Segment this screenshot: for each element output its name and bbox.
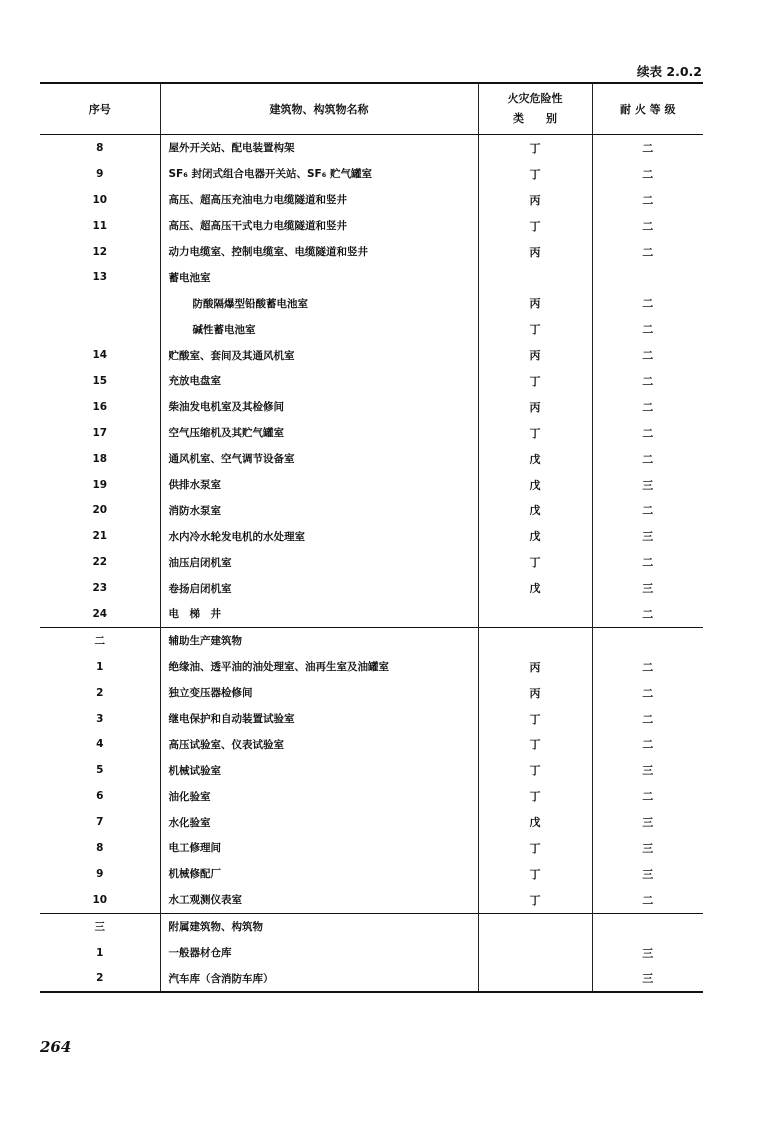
row-name: 油化验室 [160, 783, 478, 809]
header-fire-category-line2: 类 别 [513, 112, 557, 125]
row-fire-category: 丁 [478, 731, 592, 757]
row-name: 蓄电池室 [160, 264, 478, 290]
row-fire-category: 丁 [478, 835, 592, 861]
row-name: 一般器材仓库 [160, 940, 478, 966]
table-row [40, 497, 703, 523]
row-fire-grade: 三 [592, 809, 703, 835]
row-number: 4 [96, 738, 104, 751]
table-row [40, 135, 703, 161]
row-number: 14 [92, 349, 108, 362]
row-fire-category: 丁 [478, 887, 592, 913]
table-row [40, 940, 703, 966]
row-fire-grade [592, 913, 703, 939]
row-fire-category [478, 627, 592, 653]
row-number: 16 [92, 400, 108, 413]
table-row [40, 601, 703, 627]
row-number: 9 [96, 867, 104, 880]
table-row [40, 861, 703, 887]
table-row [40, 549, 703, 575]
row-fire-grade: 二 [592, 654, 703, 680]
row-name: 动力电缆室、控制电缆室、电缆隧道和竖井 [160, 239, 478, 265]
row-name: 附属建筑物、构筑物 [160, 913, 478, 939]
table-row [40, 627, 703, 653]
table-row [40, 161, 703, 187]
row-fire-grade: 三 [592, 523, 703, 549]
row-fire-grade: 二 [592, 187, 703, 213]
row-fire-category: 丁 [478, 549, 592, 575]
row-name: 水内冷水轮发电机的水处理室 [160, 523, 478, 549]
table-row [40, 472, 703, 498]
table-row [40, 966, 703, 993]
header-fire-category [478, 83, 592, 135]
row-fire-category: 丙 [478, 654, 592, 680]
row-name: 柴油发电机室及其检修间 [160, 394, 478, 420]
row-number: 15 [92, 374, 108, 387]
table-header-row [40, 83, 703, 135]
row-name: 供排水泵室 [160, 472, 478, 498]
row-number: 7 [96, 816, 104, 829]
row-fire-grade: 二 [592, 680, 703, 706]
row-fire-grade: 二 [592, 706, 703, 732]
table-row [40, 316, 703, 342]
row-fire-category: 丁 [478, 706, 592, 732]
row-fire-category: 戊 [478, 446, 592, 472]
table-row [40, 913, 703, 939]
table-row [40, 757, 703, 783]
row-fire-category: 丁 [478, 861, 592, 887]
row-name: SF₆ 封闭式组合电器开关站、SF₆ 贮气罐室 [160, 161, 478, 187]
row-fire-grade: 二 [592, 731, 703, 757]
row-name: 继电保护和自动装置试验室 [160, 706, 478, 732]
header-name: 建筑物、构筑物名称 [160, 83, 478, 135]
row-number: 3 [96, 712, 104, 725]
row-number: 17 [92, 426, 108, 439]
row-fire-category [478, 966, 592, 993]
row-fire-grade [592, 627, 703, 653]
table-row [40, 368, 703, 394]
table-row [40, 731, 703, 757]
row-fire-grade: 三 [592, 835, 703, 861]
row-number: 6 [96, 790, 104, 803]
table-row [40, 446, 703, 472]
row-fire-category: 丙 [478, 290, 592, 316]
row-fire-grade: 三 [592, 472, 703, 498]
row-number: 5 [96, 764, 104, 777]
row-fire-category: 丙 [478, 394, 592, 420]
row-fire-grade: 二 [592, 368, 703, 394]
table-body [40, 135, 703, 993]
row-name: 电 梯 井 [160, 601, 478, 627]
row-number: 22 [92, 556, 108, 569]
row-fire-grade: 二 [592, 601, 703, 627]
row-fire-grade: 二 [592, 161, 703, 187]
row-fire-grade: 二 [592, 316, 703, 342]
row-fire-grade [592, 264, 703, 290]
row-number: 8 [96, 141, 104, 154]
row-fire-grade: 三 [592, 966, 703, 993]
fire-rating-table [40, 82, 703, 993]
row-number [40, 290, 160, 316]
row-fire-category: 戊 [478, 497, 592, 523]
row-number: 18 [92, 452, 108, 465]
table-row [40, 575, 703, 601]
row-fire-grade: 二 [592, 290, 703, 316]
row-number: 三 [40, 913, 160, 939]
row-name: 油压启闭机室 [160, 549, 478, 575]
table-row [40, 342, 703, 368]
table-row [40, 264, 703, 290]
row-name: 通风机室、空气调节设备室 [160, 446, 478, 472]
row-number: 24 [92, 607, 108, 620]
row-fire-grade: 二 [592, 887, 703, 913]
table-row [40, 809, 703, 835]
row-name: 汽车库（含消防车库） [160, 966, 478, 993]
table-row [40, 420, 703, 446]
table-row [40, 654, 703, 680]
row-name: 独立变压器检修间 [160, 680, 478, 706]
table-row [40, 213, 703, 239]
row-fire-category [478, 264, 592, 290]
row-name: 卷扬启闭机室 [160, 575, 478, 601]
row-name: 充放电盘室 [160, 368, 478, 394]
row-fire-grade: 二 [592, 213, 703, 239]
table-row [40, 239, 703, 265]
row-number: 二 [40, 627, 160, 653]
row-number: 1 [96, 946, 104, 959]
row-fire-category [478, 601, 592, 627]
table-row [40, 523, 703, 549]
row-number: 12 [92, 245, 108, 258]
row-fire-grade: 二 [592, 549, 703, 575]
row-fire-grade: 二 [592, 239, 703, 265]
row-number: 20 [92, 504, 108, 517]
row-fire-category: 丁 [478, 161, 592, 187]
row-fire-category: 丁 [478, 316, 592, 342]
row-name: 绝缘油、透平油的油处理室、油再生室及油罐室 [160, 654, 478, 680]
row-number: 19 [92, 478, 108, 491]
row-name: 消防水泵室 [160, 497, 478, 523]
row-name: 屋外开关站、配电装置构架 [160, 135, 478, 161]
row-fire-grade: 三 [592, 861, 703, 887]
row-fire-category: 丙 [478, 680, 592, 706]
page-number: 264 [40, 1038, 72, 1056]
row-number: 10 [92, 893, 108, 906]
row-fire-grade: 二 [592, 135, 703, 161]
header-no: 序号 [40, 83, 160, 135]
row-number: 9 [96, 167, 104, 180]
row-fire-grade: 三 [592, 757, 703, 783]
table-row [40, 835, 703, 861]
row-fire-category [478, 913, 592, 939]
header-fire-category-line1: 火灾危险性 [507, 92, 563, 105]
table-row [40, 187, 703, 213]
row-name: 辅助生产建筑物 [160, 627, 478, 653]
row-name: 贮酸室、套间及其通风机室 [160, 342, 478, 368]
row-name: 水工观测仪表室 [160, 887, 478, 913]
header-fire-grade: 耐 火 等 级 [592, 83, 703, 135]
row-fire-category: 戊 [478, 575, 592, 601]
row-fire-category: 戊 [478, 523, 592, 549]
row-fire-category: 丙 [478, 187, 592, 213]
row-fire-category: 丁 [478, 368, 592, 394]
table-row [40, 290, 703, 316]
row-number: 10 [92, 193, 108, 206]
table-row [40, 783, 703, 809]
row-fire-category: 戊 [478, 809, 592, 835]
row-number: 11 [92, 219, 108, 232]
row-name: 高压、超高压干式电力电缆隧道和竖井 [160, 213, 478, 239]
row-fire-grade: 二 [592, 783, 703, 809]
table-row [40, 887, 703, 913]
row-name: 高压试验室、仪表试验室 [160, 731, 478, 757]
row-name: 高压、超高压充油电力电缆隧道和竖井 [160, 187, 478, 213]
row-name: 水化验室 [160, 809, 478, 835]
row-number: 2 [40, 966, 160, 993]
row-fire-category: 戊 [478, 472, 592, 498]
row-number: 21 [92, 530, 108, 543]
row-number: 23 [92, 582, 108, 595]
table-row [40, 680, 703, 706]
row-fire-category: 丙 [478, 239, 592, 265]
row-fire-grade: 二 [592, 394, 703, 420]
row-name: 机械修配厂 [160, 861, 478, 887]
table-row [40, 706, 703, 732]
row-fire-grade: 三 [592, 575, 703, 601]
row-fire-grade: 二 [592, 446, 703, 472]
table-row [40, 394, 703, 420]
row-number: 1 [96, 660, 104, 673]
row-fire-grade: 二 [592, 497, 703, 523]
row-number [40, 316, 160, 342]
row-fire-category: 丁 [478, 757, 592, 783]
row-fire-grade: 二 [592, 420, 703, 446]
row-fire-grade: 三 [592, 940, 703, 966]
row-fire-grade: 二 [592, 342, 703, 368]
row-name: 电工修理间 [160, 835, 478, 861]
row-number: 2 [96, 686, 104, 699]
table-caption: 续表 2.0.2 [637, 64, 702, 79]
row-fire-category: 丁 [478, 135, 592, 161]
row-name: 机械试验室 [160, 757, 478, 783]
row-number: 13 [92, 271, 108, 284]
row-fire-category: 丙 [478, 342, 592, 368]
row-fire-category: 丁 [478, 783, 592, 809]
row-number: 8 [96, 841, 104, 854]
row-fire-category: 丁 [478, 420, 592, 446]
row-fire-category: 丁 [478, 213, 592, 239]
row-name: 碱性蓄电池室 [160, 316, 478, 342]
row-name: 防酸隔爆型铅酸蓄电池室 [160, 290, 478, 316]
row-name: 空气压缩机及其贮气罐室 [160, 420, 478, 446]
row-fire-category [478, 940, 592, 966]
